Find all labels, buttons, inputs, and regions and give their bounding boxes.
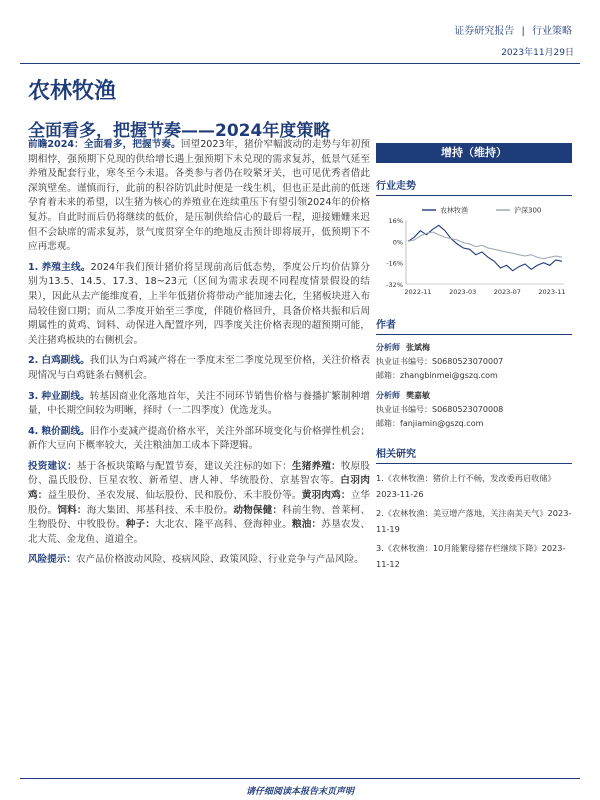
sidebar [376, 143, 572, 575]
x-tick-label: 2023-03 [449, 288, 477, 296]
item-number: 2. [28, 355, 39, 367]
stock-list: 大北农、隆平高科、登海种业。 [155, 519, 292, 531]
report-body [28, 138, 370, 574]
rating-badge: 增持（维持） [376, 143, 572, 163]
x-tick-label: 2022-11 [404, 288, 432, 296]
paragraph-text: 我们认为白鸡减产将在一季度末至二季度兑现至价格，关注价格表现情况与白鸡链条右侧机会。 [28, 355, 370, 381]
paragraph-text: 基于各板块策略与配置节奏，建议关注标的如下： [76, 460, 292, 472]
header-divider [20, 63, 580, 64]
y-tick-label: -32% [386, 281, 403, 289]
report-date: 2023年11月29日 [501, 48, 574, 58]
related-item[interactable]: 1.《农林牧渔：猪价上行不畅，发改委再启收储》2023-11-26 [376, 473, 556, 499]
lead-text: 前瞻2024：全面看多，把握节奏。 [28, 139, 181, 150]
x-tick-label: 2023-07 [493, 288, 521, 296]
item-heading: 粮价副线。 [41, 425, 90, 437]
authors-section-title: 作者 [376, 316, 572, 335]
paragraph-text: 转基因商业化落地首年，关注不同环节销售价格与養播扩繁制种增量，中长期空间较为明晰，择时（一二四季度）优选龙头。 [28, 390, 370, 417]
cert-label: 执业证书编号： [376, 357, 432, 366]
keyword: 动物保健： [233, 504, 283, 516]
stock-list: 牧原股份、温氏股份、巨星农牧、新希望、唐人神、华统股份、京基智农等。 [28, 460, 371, 487]
separator: | [521, 26, 525, 37]
keyword: 种子： [125, 519, 156, 531]
trend-chart-svg [376, 202, 572, 302]
footer-disclaimer: 请仔细阅读本报告末页声明 [245, 787, 354, 797]
y-tick-label: 16% [388, 217, 403, 225]
paragraph-outlook [28, 138, 370, 255]
trend-chart [376, 202, 572, 302]
paragraph-text: 回望2023年，猪价窄幅波动的走势与年初预期相悖，强预期下兑现的供给增长遇上强预期下未兑现的需求复苏，低景气延至养殖及配套行业，寒冬至今未退。各类参与者仍在咬紧牙关，也可见优秀者借此深筑壁垒。谨慎而行，此前的积谷防饥此时便是一线生机，但也正是此前的低迷孕育着未来的希望，以生猪为核心的养殖业在连续重压下有望引领2024年的价格复苏。自此时而后仍将继续的低价，是压制供给信心的最后一程，迎接姗姗来迟但不会缺席的需求复苏，景气度贯穿全年的绝地反击预计即将展开，低预期下不应再悲观。 [28, 139, 371, 253]
sector-name: 农林牧渔 [28, 79, 117, 104]
stock-list: 海大集团、邦基科技、禾丰股份。 [86, 504, 234, 516]
paragraph-text: 2024年我们预计猪价将呈现前高后低态势，季度公斤均价估算分别为13.5、14.5、17.3、18~23元（区间为需求表现不同程度情景假设的结果），因此从去产能维度看，上半年低猪价将带动产能加速去化，生猪板块进入布局较佳窗口期；而从二季度开始至三季度，伴随价格回升，具备价格共振和后周期属性的黄鸡、饲料、动保进入配置序列，四季度关注价格表现的超预期可能，关注猪鸡板块的右侧机会。 [28, 261, 370, 346]
keyword: 生猪养殖： [291, 460, 341, 472]
item-number: 3. [28, 390, 39, 402]
footer-divider [20, 778, 580, 779]
keyword: 饲料： [57, 504, 87, 516]
paragraph-breeding [28, 261, 370, 349]
related-research-list [376, 470, 572, 572]
stock-list: 苏垦农发、北大荒、金龙鱼、道道全。 [28, 519, 371, 545]
y-tick-label: -16% [386, 259, 403, 268]
paragraph-investment [28, 460, 370, 548]
stock-list: 立华股份。 [28, 490, 371, 516]
related-section-title: 相关研究 [376, 445, 572, 464]
trend-section-title: 行业走势 [376, 177, 572, 196]
cert-number: S0680523070007 [432, 357, 504, 366]
paragraph-text: 农产品价格波动风险、疫病风险、政策风险、行业竞争与产品风险。 [75, 554, 364, 566]
keyword: 粮油： [292, 519, 322, 531]
report-tags [452, 22, 574, 37]
paragraph-grain [28, 425, 370, 454]
related-item[interactable]: 3.《农林牧渔：10月能繁母猪存栏继续下降》2023-11-12 [376, 543, 566, 569]
item-heading: 投资建议： [28, 460, 77, 472]
stock-list: 科前生物、普莱柯、生物股份、中牧股份。 [28, 504, 371, 531]
paragraph-risk [28, 553, 370, 568]
mail-label: 邮箱： [376, 419, 400, 428]
paragraph-seed [28, 390, 370, 419]
paragraph-white-chicken [28, 354, 370, 383]
keyword: 黄羽肉鸡： [301, 490, 351, 502]
y-tick-label: 0% [392, 238, 403, 247]
item-heading: 白鸡副线。 [41, 355, 90, 367]
mail-label: 邮箱： [376, 371, 400, 380]
author-block-2 [376, 389, 572, 431]
report-type: 证券研究报告 [454, 26, 515, 37]
item-number: 1. [28, 261, 39, 273]
cert-label: 执业证书编号： [376, 405, 432, 414]
legend-label: 农林牧渔 [440, 206, 468, 215]
legend-label: 沪深300 [514, 206, 542, 215]
author-block-1 [376, 341, 572, 383]
item-heading: 养殖主线。 [41, 261, 91, 273]
item-number: 4. [28, 425, 39, 437]
author-name: 樊嘉敏 [406, 391, 430, 400]
author-role: 分析师 [376, 391, 400, 400]
stock-list: 益生股份、圣农发展、仙坛股份、民和股份、禾丰股份等。 [47, 490, 302, 502]
author-role: 分析师 [376, 343, 400, 352]
report-category: 行业策略 [532, 26, 572, 37]
paragraph-text: 旧作小麦减产提高价格水平，关注外部环境变化与价格弹性机会；新作大豆向下概率较大，关注粮油加工成本下降逻辑。 [28, 425, 370, 452]
author-name: 张斌梅 [406, 343, 430, 352]
author-email[interactable]: zhangbinmei@gszq.com [400, 371, 498, 380]
report-header [452, 22, 574, 58]
x-tick-label: 2023-11 [538, 288, 566, 296]
keyword: 白羽肉鸡： [28, 475, 371, 502]
related-item[interactable]: 2.《农林牧渔：美豆增产落地，关注南美天气》2023-11-19 [376, 508, 572, 534]
report-title: 全面看多，把握节奏——2024年度策略 [28, 121, 331, 141]
item-heading: 种业副线。 [41, 390, 90, 402]
author-email[interactable]: fanjiamin@gszq.com [400, 419, 484, 428]
item-heading: 风险提示： [28, 554, 76, 566]
cert-number: S0680523070008 [432, 405, 504, 414]
